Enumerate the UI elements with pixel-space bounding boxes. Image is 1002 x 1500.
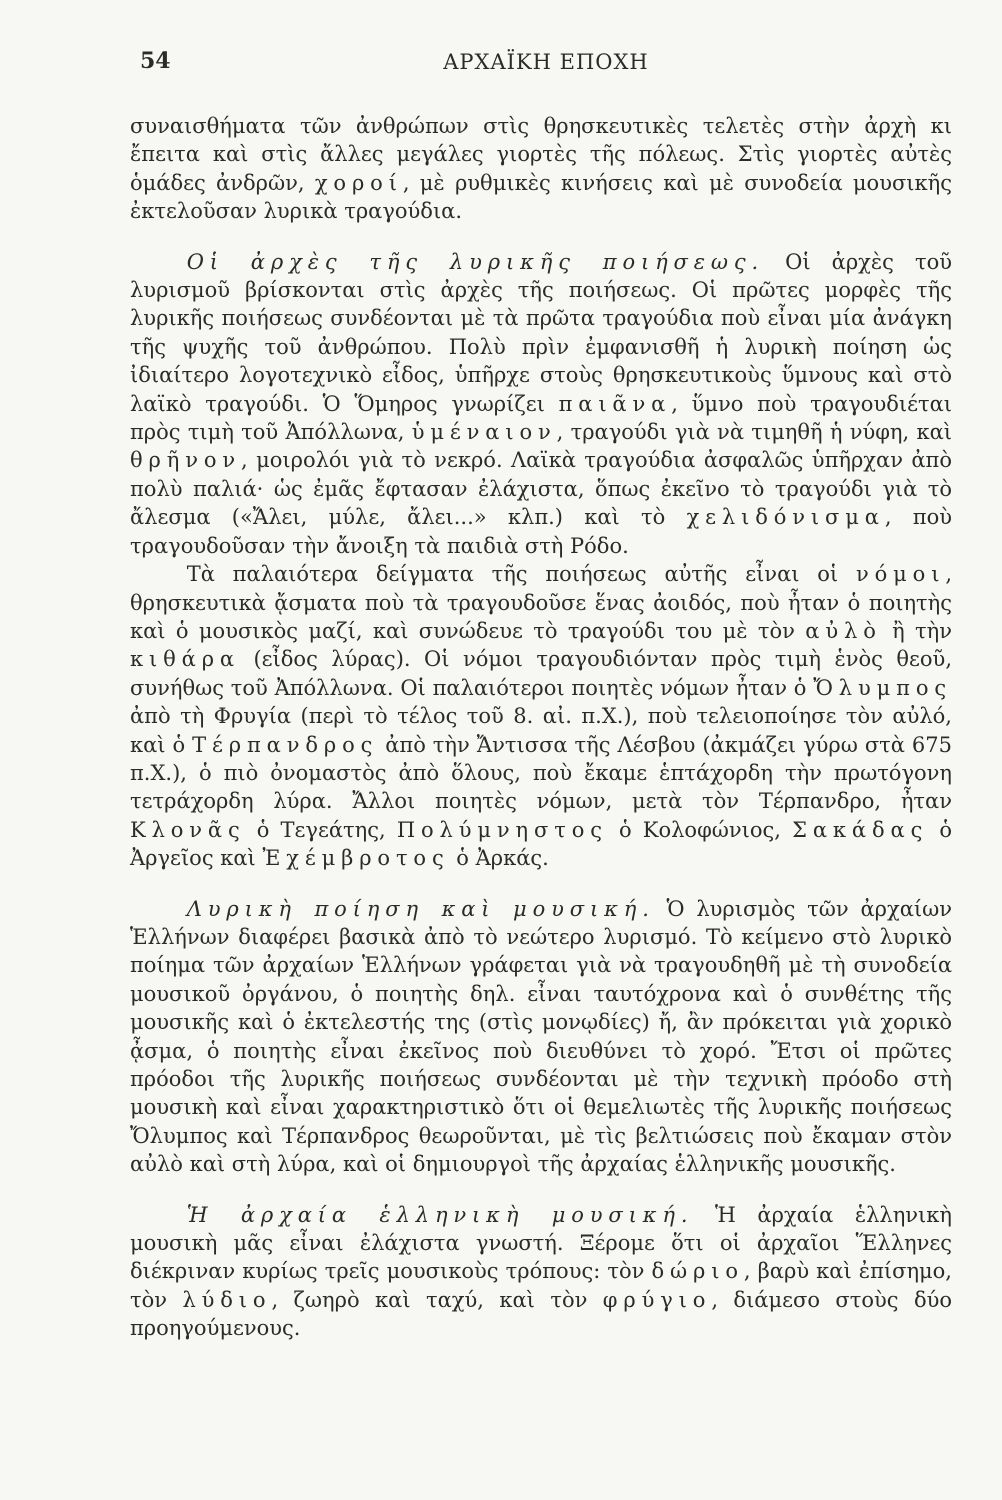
- page-number: 54: [140, 48, 171, 74]
- text-run: , μὲ ρυθμικὲς κινήσεις καὶ μὲ συνοδεία μουσικῆς ἐκτελοῦσαν λυρικὰ τραγούδια.: [130, 170, 953, 224]
- paragraph-choral-songs: [130, 112, 952, 226]
- section-heading: Λυρικὴ ποίηση καὶ μουσική.: [186, 896, 655, 921]
- text-run: , θρησκευτικὰ ᾄσματα ποὺ τὰ τραγουδοῦσε ἕνας ἀοιδός, ποὺ ἦταν ὁ ποιητὴς καὶ ὁ μουσικὸς μαζί, καὶ συνώδευε τὸ τραγούδι του μὲ τὸν: [130, 562, 952, 643]
- spaced-term: Τέρπανδρος: [192, 732, 379, 757]
- spaced-term: παιᾶνα: [558, 391, 672, 416]
- paragraph-lyric-poetry-and-music: [130, 895, 952, 1179]
- spaced-term: λύδιο: [182, 1287, 272, 1312]
- body-text: [130, 112, 952, 1343]
- spaced-term: Κλονᾶς: [130, 817, 246, 842]
- spaced-term: νόμοι: [855, 562, 946, 587]
- text-run: ὁ Ἀργεῖος καὶ: [130, 817, 952, 871]
- spaced-term: Ὄλυμπος: [813, 675, 952, 700]
- spaced-term: φρύγιο: [602, 1287, 712, 1312]
- running-head: ΑΡΧΑΪΚΗ ΕΠΟΧΗ: [443, 50, 649, 74]
- text-run: ὁ Κολοφώνιος,: [607, 817, 793, 842]
- text-run: , ὕμνο ποὺ τραγουδιέται πρὸς τιμὴ τοῦ Ἀπόλλωνα,: [130, 391, 952, 445]
- text-run: ἀπὸ τὴ Φρυγία (περὶ τὸ τέλος τοῦ 8. αἰ. π.Χ.), ποὺ τελειοποίησε τὸν αὐλό, καὶ ὁ: [130, 704, 952, 757]
- paragraph-origins-of-lyric-poetry: [130, 248, 952, 560]
- text-run: συναισθήματα τῶν ἀνθρώπων στὶς θρησκευτικὲς τελετὲς στὴν ἀρχὴ κι ἔπειτα καὶ στὶς ἄλλες μεγάλες γιορτὲς τῆς πόλεως. Στὶς γιορτὲς αὐτὲς ὁμάδες ἀνδρῶν,: [130, 114, 952, 195]
- spaced-term: κιθάρα: [130, 647, 240, 672]
- text-run: Οἱ ἀρχὲς τοῦ λυρισμοῦ βρίσκονται στὶς ἀρχὲς τῆς ποιήσεως. Οἱ πρῶτες μορφὲς τῆς λυρικῆς ποιήσεως συνδέονται μὲ τὰ πρῶτα τραγούδια ποὺ εἶναι μία ἀνάγκη τῆς ψυχῆς τοῦ ἀνθρώπου. Πολὺ πρὶν ἐμφανισθῆ ἡ λυρικὴ ποίηση ὡς ἰδιαίτερο λογοτεχνικὸ εἶδος, ὑπῆρχε στοὺς θρησκευτικοὺς ὕμνους καὶ στὸ λαϊκὸ τραγούδι. Ὁ Ὅμηρος γνωρίζει: [130, 249, 952, 416]
- text-run: , ζωηρὸ καὶ ταχύ, καὶ τὸν: [271, 1287, 603, 1312]
- paragraph-ancient-greek-music: [130, 1201, 952, 1343]
- text-run: , βαρὺ καὶ ἐπίσημο, τὸν: [130, 1259, 952, 1312]
- text-run: ὁ Ἀρκάς.: [449, 846, 549, 871]
- text-run: ἀπὸ τὴν Ἄντισσα τῆς Λέσβου (ἀκμάζει γύρω στὰ 675 π.Χ.), ὁ πιὸ ὀνομαστὸς ἀπὸ ὅλους, ποὺ ἔκαμε ἑπτάχορδη τὴν πρωτόγονη τετράχορδη λύρα. Ἄλλοι ποιητὲς νόμων, μετὰ τὸν Τέρπανδρο, ἦταν: [130, 732, 953, 814]
- spaced-term: χελιδόνισμα: [686, 505, 885, 530]
- text-run: ὁ Τεγεάτης,: [245, 817, 397, 842]
- text-run: , διάμεσο στοὺς δύο προηγούμενους.: [130, 1287, 952, 1341]
- section-heading: Οἱ ἀρχὲς τῆς λυρικῆς ποιήσεως.: [186, 249, 765, 274]
- spaced-term: αὐλὸ: [805, 618, 882, 643]
- text-run: Τὰ παλαιότερα δείγματα τῆς ποιήσεως αὐτῆς εἶναι οἱ: [186, 562, 856, 587]
- text-run: (εἶδος λύρας). Οἱ νόμοι τραγουδιόνταν πρὸς τιμὴ ἑνὸς θεοῦ, συνήθως τοῦ Ἀπόλλωνα. Οἱ παλαιότεροι ποιητὲς νόμων ἦταν ὁ: [130, 647, 952, 700]
- text-run: , μοιρολόι γιὰ τὸ νεκρό. Λαϊκὰ τραγούδια ἀσφαλῶς ὑπῆρχαν ἀπὸ πολὺ παλιά· ὡς ἐμᾶς ἔφτασαν ἐλάχιστα, ὅπως ἐκεῖνο τὸ τραγούδι γιὰ τὸ ἄλεσμα («Ἄλει, μύλε, ἄλει...» κλπ.) καὶ τὸ: [130, 448, 952, 530]
- spaced-term: θρῆνον: [130, 448, 242, 473]
- spaced-term: Ἐχέμβροτος: [262, 846, 450, 871]
- section-heading: Ἡ ἀρχαία ἑλληνικὴ μουσική.: [186, 1202, 694, 1227]
- text-run: , τραγούδι γιὰ νὰ τιμηθῆ ἡ νύφη, καὶ: [556, 420, 952, 445]
- spaced-term: ὑμέναιον: [411, 420, 557, 445]
- spaced-term: Σακάδας: [792, 817, 929, 842]
- text-run: Ὁ λυρισμὸς τῶν ἀρχαίων Ἑλλήνων διαφέρει βασικὰ ἀπὸ τὸ νεώτερο λυρισμό. Τὸ κείμενο στὸ λυρικὸ ποίημα τῶν ἀρχαίων Ἑλλήνων γράφεται γιὰ νὰ τραγουδηθῆ μὲ τὴ συνοδεία μουσικοῦ ὀργάνου, ὁ ποιητὴς δηλ. εἶναι ταυτόχρονα καὶ ὁ συνθέτης τῆς μουσικῆς καὶ ὁ ἐκτελεστής της (στὶς μονῳδίες) ἤ, ἂν πρόκειται γιὰ χορικὸ ᾆσμα, ὁ ποιητὴς εἶναι ἐκεῖνος ποὺ διευθύνει τὸ χορό. Ἔτσι οἱ πρῶτες πρόοδοι τῆς λυρικῆς ποιήσεως συνδέονται μὲ τὴν τεχνικὴ πρόοδο στὴ μουσικὴ καὶ εἶναι χαρακτηριστικὸ ὅτι οἱ θεμελιωτὲς τῆς λυρικῆς ποιήσεως Ὄλυμπος καὶ Τέρπανδρος θεωροῦνται, μὲ τὶς βελτιώσεις ποὺ ἔκαμαν στὸν αὐλὸ καὶ στὴ λύρα, καὶ οἱ δημιουργοὶ τῆς ἀρχαίας ἑλληνικῆς μουσικῆς.: [130, 896, 952, 1177]
- text-run: Ἡ ἀρχαία ἑλληνικὴ μουσικὴ μᾶς εἶναι ἐλάχιστα γνωστή. Ξέρομε ὅτι οἱ ἀρχαῖοι Ἕλληνες διέκριναν κυρίως τρεῖς μουσικοὺς τρόπους: τὸν: [130, 1202, 952, 1284]
- text-run: ἢ τὴν: [881, 618, 952, 643]
- spaced-term: Πολύμνηστος: [396, 817, 608, 842]
- paragraph-nomoi: [130, 560, 952, 872]
- text-run: , ποὺ τραγουδοῦσαν τὴν ἄνοιξη τὰ παιδιὰ στὴ Ρόδο.: [130, 505, 952, 558]
- spaced-term: δώριο: [651, 1259, 744, 1284]
- page-header: [140, 48, 952, 88]
- spaced-term: χοροί: [314, 170, 403, 195]
